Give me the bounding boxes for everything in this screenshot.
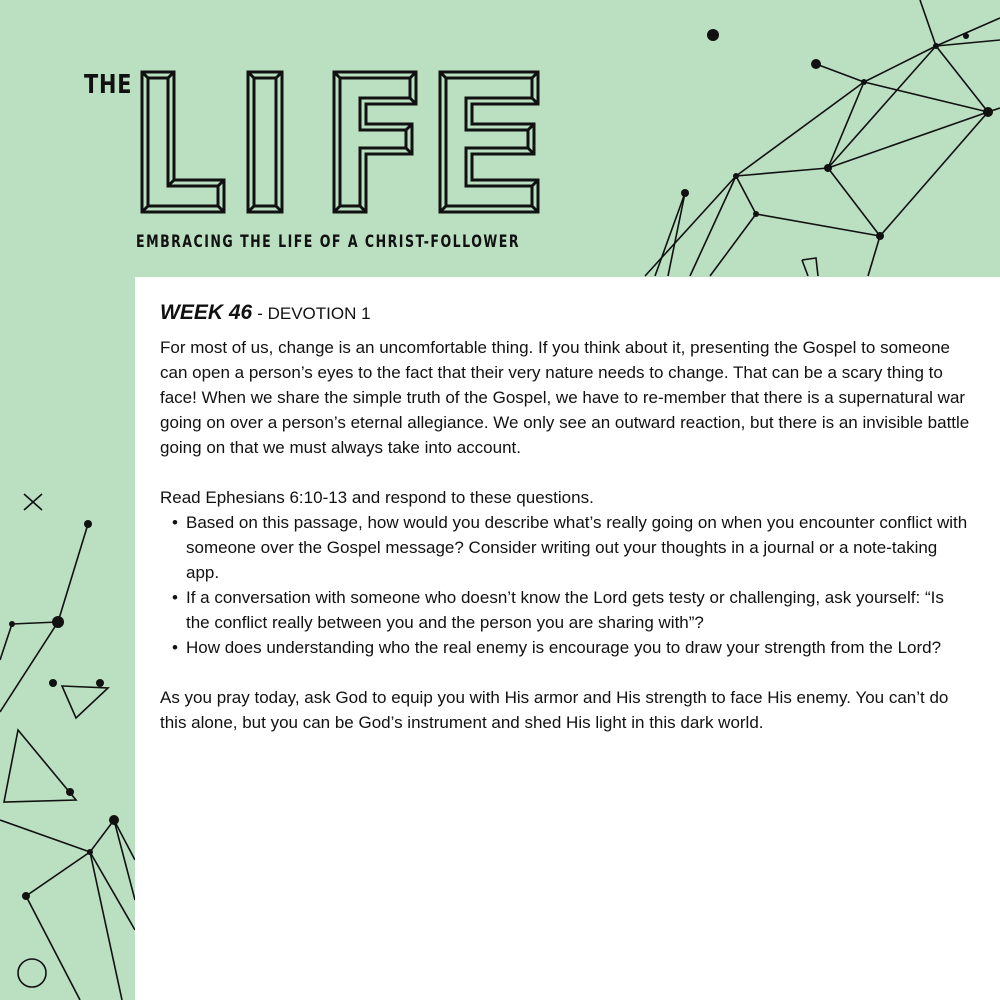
letter-f (334, 72, 416, 212)
list-item: • Based on this passage, how would you describe what’s really going on when you encounter conflict with someone over the Gospel message? Consider writing out your thoughts in a journal or a note-taking app. (172, 513, 968, 582)
reading-prompt: Read Ephesians 6:10-13 and respond to these questions. (160, 488, 594, 507)
question-text: If a conversation with someone who doesn’t know the Lord gets testy or challenging, ask yourself: “Is the conflict really between you and the person you are sharing with”? (186, 588, 944, 632)
closing-paragraph: As you pray today, ask God to equip you with His armor and His strength to face His enemy. You can’t do this alone, but you can be God’s instrument and shed His light in this dark world. (160, 688, 949, 732)
devotion-heading (160, 301, 970, 325)
letter-l (142, 72, 224, 212)
question-text: Based on this passage, how would you describe what’s really going on when you encounter conflict with someone over the Gospel message? Consider writing out your thoughts in a journal or a note-taking app. (186, 513, 968, 582)
week-label: WEEK 46 (160, 301, 253, 324)
intro-paragraph: For most of us, change is an uncomfortable thing. If you think about it, presenting the Gospel to someone can open a person’s eyes to the fact that their very nature needs to change. That can be a scary thing to face! When we share the simple truth of the Gospel, we have to re-member that there is a supernatural war going on over a person’s eternal allegiance. We only see an outward reaction, but there is an invisible battle going on that we must always take into account. (160, 338, 970, 457)
letter-i (248, 72, 282, 212)
network-left (0, 494, 135, 1000)
question-text: How does understanding who the real enemy is encourage you to draw your strength from the Lord? (186, 638, 942, 657)
life-wordmark (80, 62, 560, 222)
list-item: • How does understanding who the real enemy is encourage you to draw your strength from the Lord? (172, 638, 942, 657)
question-list (160, 510, 970, 660)
letter-e (440, 72, 538, 212)
network-top-right (645, 0, 1000, 276)
tagline: EMBRACING THE LIFE OF A CHRIST-FOLLOWER (136, 232, 520, 252)
devotion-content (160, 301, 970, 735)
list-item: • If a conversation with someone who doesn’t know the Lord gets testy or challenging, ask yourself: “Is the conflict really between you and the person you are sharing with”? (172, 588, 944, 632)
devotion-card (135, 277, 1000, 1000)
brand-the: THE (84, 70, 133, 100)
devotion-label: - DEVOTION 1 (257, 304, 371, 323)
